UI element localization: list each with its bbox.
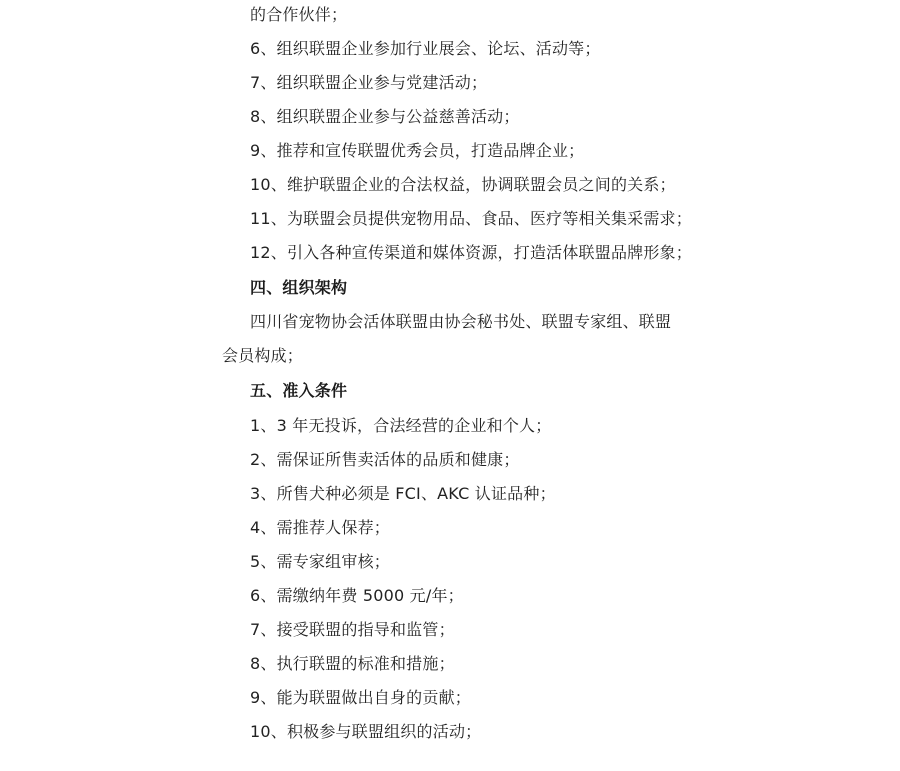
paragraph-line: 会员构成； (222, 346, 304, 365)
list-item: 6、组织联盟企业参加行业展会、论坛、活动等； (250, 39, 601, 58)
list-item: 2、需保证所售卖活体的品质和健康； (250, 450, 520, 469)
section-heading-organization: 四、组织架构 (250, 278, 348, 297)
list-item: 7、组织联盟企业参与党建活动； (250, 73, 488, 92)
list-item: 11、为联盟会员提供宠物用品、食品、医疗等相关集采需求； (250, 209, 692, 228)
list-item: 3、所售犬种必须是 FCI、AKC 认证品种； (250, 484, 556, 503)
list-item: 8、组织联盟企业参与公益慈善活动； (250, 107, 520, 126)
list-item: 10、维护联盟企业的合法权益，协调联盟会员之间的关系； (250, 175, 676, 194)
list-item: 10、积极参与联盟组织的活动； (250, 722, 482, 741)
list-item: 4、需推荐人保荐； (250, 518, 390, 537)
list-item: 8、执行联盟的标准和措施； (250, 654, 455, 673)
list-item: 6、需缴纳年费 5000 元/年； (250, 586, 464, 605)
list-item: 9、推荐和宣传联盟优秀会员，打造品牌企业； (250, 141, 585, 160)
list-item: 12、引入各种宣传渠道和媒体资源，打造活体联盟品牌形象； (250, 243, 692, 262)
list-item: 7、接受联盟的指导和监管； (250, 620, 455, 639)
list-item: 1、3 年无投诉，合法经营的企业和个人； (250, 416, 552, 435)
section-heading-admission: 五、准入条件 (250, 381, 348, 400)
list-item: 9、能为联盟做出自身的贡献； (250, 688, 471, 707)
list-item-continuation: 的合作伙伴； (250, 5, 348, 24)
list-item: 5、需专家组审核； (250, 552, 390, 571)
paragraph-line: 四川省宠物协会活体联盟由协会秘书处、联盟专家组、联盟 (250, 312, 672, 331)
